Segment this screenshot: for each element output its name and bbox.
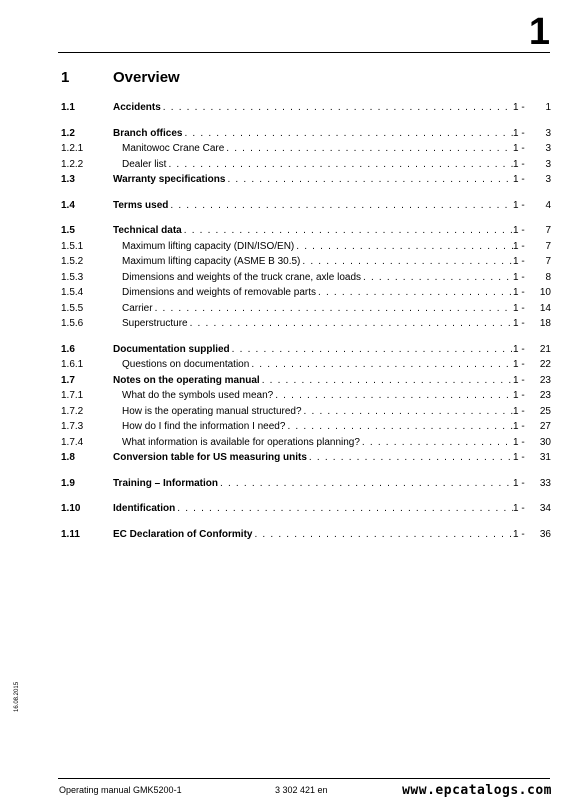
toc-entry[interactable] [61,270,551,286]
toc-entry-title-wrap [113,301,513,317]
toc-entry[interactable] [61,198,551,214]
toc-entry-title-wrap [113,254,513,270]
toc-page-prefix: 1 - [513,405,525,417]
toc-entry[interactable] [61,301,551,317]
toc-entry[interactable] [61,435,551,451]
chapter-title-number: 1 [61,69,70,86]
toc-page-prefix: 1 - [513,318,525,329]
toc-leader-dots [294,239,513,255]
toc-leader-dots [224,141,513,157]
toc-entry-title: Warranty specifications [113,174,226,185]
toc-leader-dots [168,198,513,214]
top-divider [58,52,550,53]
toc-page-prefix: 1 - [513,343,525,355]
toc-page-prefix: 1 - [513,225,525,236]
toc-page-prefix: 1 - [513,390,525,401]
toc-entry[interactable] [61,527,551,543]
toc-page-number: 27 [539,421,551,432]
toc-entry-number: 1.5.3 [61,271,84,283]
toc-entry-number: 1.7.2 [61,405,84,417]
toc-entry-title: What do the symbols used mean? [122,390,274,401]
toc-leader-dots [285,419,513,435]
toc-page-number: 18 [539,318,551,329]
toc-entry[interactable] [61,419,551,435]
toc-entry-page [513,239,551,255]
toc-entry-number: 1.7.1 [61,390,84,401]
toc-entry-page [513,141,551,157]
side-date: 16.08.2015 [14,681,20,712]
toc-entry-page [513,527,551,543]
toc-entry-title-wrap [113,285,513,301]
toc-page-number: 4 [545,199,551,211]
toc-entry-number: 1.5.2 [61,256,84,267]
toc-page-number: 1 [545,102,551,113]
toc-page-number: 10 [539,287,551,298]
toc-page-number: 21 [539,343,551,355]
toc-entry-title: Identification [113,503,176,514]
toc-leader-dots [260,373,513,389]
toc-entry-title-wrap [113,141,513,157]
toc-entry-number: 1.7.4 [61,436,84,448]
toc-entry-title-wrap [113,223,513,239]
toc-entry-title-wrap [113,270,513,286]
toc-entry-page [513,285,551,301]
toc-entry-page [513,357,551,373]
toc-leader-dots [161,100,513,116]
toc-leader-dots [175,501,513,517]
toc-entry-page [513,254,551,270]
toc-entry-page [513,172,551,188]
toc-page-prefix: 1 - [513,436,525,448]
toc-entry-title-wrap [113,357,513,373]
toc-page-prefix: 1 - [513,174,525,185]
toc-entry-title-wrap [113,157,513,173]
toc-entry-title-wrap [113,501,513,517]
toc-leader-dots [153,301,513,317]
toc-entry[interactable] [61,316,551,332]
toc-page-number: 25 [539,405,551,417]
toc-entry[interactable] [61,254,551,270]
toc-leader-dots [252,527,513,543]
toc-leader-dots [273,388,513,404]
footer-watermark: www.epcatalogs.com [402,783,552,798]
toc-leader-dots [182,223,513,239]
toc-entry-number: 1.11 [61,528,80,540]
toc-entry-title: How do I find the information I need? [122,421,286,432]
toc-entry[interactable] [61,239,551,255]
toc-entry-title: Maximum lifting capacity (ASME B 30.5) [122,256,301,267]
toc-page-number: 23 [539,374,551,386]
toc-entry-page [513,476,551,492]
toc-entry-number: 1.6.1 [61,359,84,370]
toc-entry-title: Questions on documentation [122,359,250,370]
toc-entry-title-wrap [113,476,513,492]
toc-page-number: 22 [539,359,551,370]
toc-page-number: 3 [545,143,551,154]
toc-page-prefix: 1 - [513,102,525,113]
toc-entry[interactable] [61,172,551,188]
toc-entry-number: 1.2.1 [61,143,84,154]
toc-entry-title: How is the operating manual structured? [122,405,302,417]
toc-page-prefix: 1 - [513,199,525,211]
toc-entry-title-wrap [113,100,513,116]
toc-page-prefix: 1 - [513,302,525,314]
toc-entry-page [513,270,551,286]
toc-entry-number: 1.5.6 [61,318,84,329]
toc-entry-title: Training – Information [113,477,219,489]
toc-entry-number: 1.1 [61,102,75,113]
toc-entry[interactable] [61,100,551,116]
toc-page-number: 30 [539,436,551,448]
toc-entry-title: Dealer list [122,158,167,170]
toc-leader-dots [218,476,513,492]
toc-leader-dots [302,404,513,420]
toc-entry-page [513,501,551,517]
toc-entry-title: Accidents [113,102,161,113]
footer-doc-number: 3 302 421 en [275,785,328,795]
toc-entry[interactable] [61,357,551,373]
toc-entry-page [513,301,551,317]
toc-leader-dots [166,157,513,173]
toc-page-number: 7 [545,256,551,267]
toc-entry-number: 1.5.1 [61,240,84,252]
toc-entry-number: 1.5 [61,225,75,236]
toc-entry-number: 1.10 [61,503,81,514]
toc-leader-dots [361,270,513,286]
toc-entry-number: 1.6 [61,343,75,355]
table-of-contents [61,100,551,542]
toc-entry-number: 1.2 [61,127,75,139]
toc-leader-dots [188,316,513,332]
toc-entry-title: EC Declaration of Conformity [113,528,253,540]
toc-page-prefix: 1 - [513,528,525,540]
toc-leader-dots [360,435,513,451]
toc-page-prefix: 1 - [513,374,525,386]
toc-entry-page [513,100,551,116]
chapter-number: 1 [528,11,550,53]
toc-entry-number: 1.8 [61,452,75,463]
toc-entry-title-wrap [113,404,513,420]
toc-page-prefix: 1 - [513,359,525,370]
toc-page-number: 14 [539,302,551,314]
toc-leader-dots [230,342,513,358]
toc-entry-title-wrap [113,239,513,255]
toc-entry[interactable] [61,450,551,466]
toc-page-prefix: 1 - [513,503,525,514]
toc-entry-title: Superstructure [122,318,188,329]
toc-page-number: 23 [539,390,551,401]
toc-entry-title: Carrier [122,302,153,314]
toc-entry[interactable] [61,126,551,142]
toc-entry-title-wrap [113,172,513,188]
toc-entry-title: Technical data [113,225,182,236]
toc-page-number: 7 [545,240,551,252]
toc-page-number: 8 [545,271,551,283]
toc-entry[interactable] [61,223,551,239]
toc-page-number: 36 [539,528,551,540]
toc-entry-page [513,373,551,389]
toc-page-prefix: 1 - [513,452,525,463]
toc-entry-page [513,223,551,239]
toc-entry-title: Dimensions and weights of the truck crane, axle loads [122,271,362,283]
toc-page-number: 33 [539,477,551,489]
toc-page-prefix: 1 - [513,158,525,170]
toc-page-number: 3 [545,127,551,139]
toc-entry-number: 1.4 [61,199,75,211]
toc-entry-title: What information is available for operations planning? [122,436,360,448]
toc-entry-title-wrap [113,419,513,435]
toc-entry-title: Notes on the operating manual [113,374,260,386]
toc-entry-page [513,404,551,420]
toc-page-prefix: 1 - [513,287,525,298]
chapter-title: Overview [113,69,180,86]
toc-entry-number: 1.5.4 [61,287,84,298]
toc-entry-title-wrap [113,527,513,543]
toc-entry[interactable] [61,157,551,173]
toc-entry-title: Dimensions and weights of removable parts [122,287,316,298]
toc-entry[interactable] [61,373,551,389]
toc-entry-title-wrap [113,126,513,142]
toc-leader-dots [225,172,513,188]
toc-entry[interactable] [61,342,551,358]
toc-entry-page [513,450,551,466]
toc-page-prefix: 1 - [513,240,525,252]
toc-entry-page [513,126,551,142]
toc-entry[interactable] [61,388,551,404]
toc-entry-title-wrap [113,373,513,389]
toc-entry[interactable] [61,141,551,157]
toc-page-number: 34 [539,503,551,514]
toc-entry-number: 1.2.2 [61,158,84,170]
toc-entry-page [513,157,551,173]
toc-entry-title-wrap [113,198,513,214]
toc-entry-number: 1.7 [61,374,75,386]
toc-leader-dots [307,450,513,466]
toc-entry-page [513,388,551,404]
toc-entry-page [513,342,551,358]
toc-page-prefix: 1 - [513,271,525,283]
toc-entry-number: 1.5.5 [61,302,84,314]
toc-entry-title: Manitowoc Crane Care [122,143,225,154]
toc-page-number: 7 [545,225,551,236]
toc-entry-number: 1.9 [61,477,75,489]
toc-page-prefix: 1 - [513,477,525,489]
toc-page-prefix: 1 - [513,143,525,154]
bottom-divider [58,778,550,779]
toc-page-number: 3 [545,158,551,170]
toc-entry-title: Terms used [113,199,169,211]
toc-entry-title-wrap [113,342,513,358]
toc-page-number: 31 [539,452,551,463]
toc-entry-page [513,419,551,435]
toc-leader-dots [316,285,513,301]
toc-entry-page [513,435,551,451]
toc-entry-page [513,198,551,214]
toc-entry-title-wrap [113,435,513,451]
toc-leader-dots [249,357,513,373]
toc-entry-title: Maximum lifting capacity (DIN/ISO/EN) [122,240,295,252]
toc-leader-dots [300,254,513,270]
toc-entry-title: Documentation supplied [113,343,230,355]
toc-entry[interactable] [61,404,551,420]
toc-entry-page [513,316,551,332]
toc-page-prefix: 1 - [513,421,525,432]
toc-page-prefix: 1 - [513,127,525,139]
toc-entry-title: Conversion table for US measuring units [113,452,307,463]
toc-entry-title: Branch offices [113,127,183,139]
toc-page-number: 3 [545,174,551,185]
footer-manual-title: Operating manual GMK5200-1 [59,785,182,795]
toc-entry[interactable] [61,476,551,492]
toc-entry[interactable] [61,501,551,517]
toc-entry-number: 1.3 [61,174,75,185]
toc-entry-title-wrap [113,388,513,404]
toc-page-prefix: 1 - [513,256,525,267]
toc-entry-title-wrap [113,316,513,332]
toc-entry-number: 1.7.3 [61,421,84,432]
toc-leader-dots [182,126,513,142]
toc-entry[interactable] [61,285,551,301]
toc-entry-title-wrap [113,450,513,466]
